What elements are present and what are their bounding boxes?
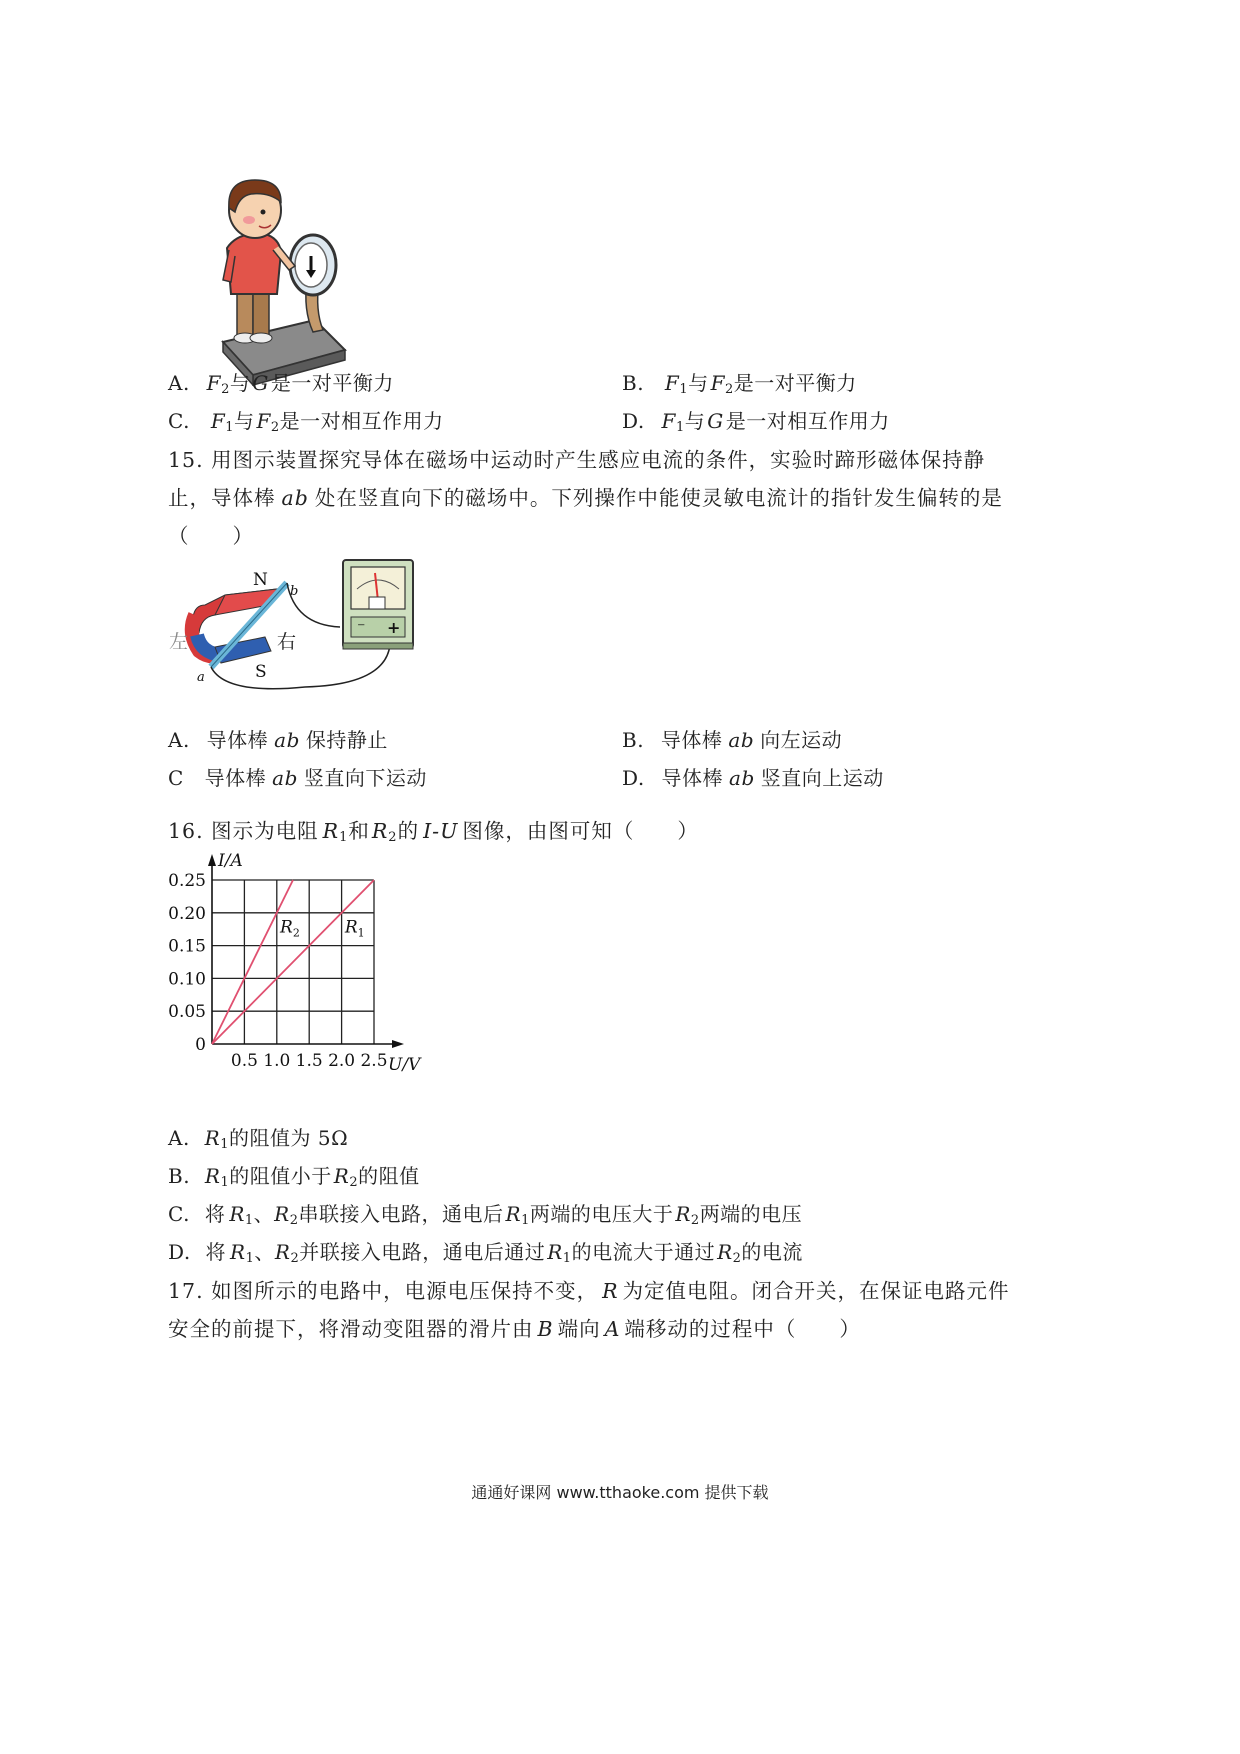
text: 并联接入电路，通电后通过 [299,1240,546,1264]
svg-text:+: + [387,618,401,637]
text: 将 [205,1240,227,1264]
origin-label: 0 [195,1035,206,1055]
page-footer: 通通好课网 www.tthaoke.com 提供下载 [471,1483,769,1502]
q17-stem-line1 [168,1274,1010,1304]
symbol: R [230,1240,246,1264]
boy-on-scale-illustration [215,170,355,390]
symbol: R [229,1202,245,1226]
symbol: I-U [423,819,459,843]
symbol: R [204,1164,221,1188]
symbol: F [661,409,676,433]
text: 与 [229,371,251,395]
subscript: 1 [220,1137,230,1152]
text: 导体棒 [204,766,267,790]
x-axis-label: U/V [388,1055,421,1075]
text: 处在竖直向下的磁场中。下列操作中能使灵敏电流计的指针发生偏转的是 [314,486,1003,510]
text: 安全的前提下，将滑动变阻器的滑片由 [168,1317,534,1341]
symbol: F [664,371,680,395]
subscript: 2 [690,1213,700,1228]
symbol: R [322,819,340,843]
subscript: 1 [220,1175,230,1190]
text: 两端的电压大于 [529,1202,674,1226]
text: 竖直向下运动 [303,766,427,790]
option-letter: C. [168,1202,190,1226]
q15-option-c[interactable] [168,762,427,791]
text: 、 [254,1240,275,1264]
symbol: F [256,409,271,433]
subscript: 2 [732,1251,742,1266]
y-axis-arrow [208,854,216,866]
q16-option-a[interactable] [168,1122,348,1152]
text: 止，导体棒 [168,486,276,510]
y-tick-label: 0.20 [168,903,206,924]
symbol: ab [729,766,755,790]
q15-option-d[interactable] [622,762,884,791]
iu-graph [160,848,440,1078]
text: 导体棒 [661,766,724,790]
q14-option-c[interactable] [168,405,444,435]
end-b-label: b [290,584,299,599]
chart-series [212,880,374,1044]
symbol: R [547,1240,563,1264]
subscript: 1 [339,830,349,845]
chart-labels [168,851,422,1075]
text: 端向 [557,1317,601,1341]
symbol: G [252,371,269,395]
symbol: R [505,1202,522,1226]
text: 图像，由图可知（ ） [462,819,699,843]
option-letter: D. [622,766,645,790]
text: 的电流 [741,1240,803,1264]
subscript: 2 [289,1213,299,1228]
svg-text:⁻: ⁻ [357,618,366,637]
text: 17. 如图所示的电路中，电源电压保持不变， [168,1279,599,1303]
text: 16. 图示为电阻 [168,819,319,843]
x-tick-label: 2.0 [328,1051,356,1071]
symbol: R [204,1126,221,1150]
text: 导体棒 [206,728,269,752]
q15-answer-brackets: （ ） [168,524,254,548]
subscript: 2 [270,420,280,435]
subscript: 2 [221,382,230,397]
text: 导体棒 [660,728,723,752]
subscript: 2 [724,382,734,397]
series-line-r1 [212,880,374,1044]
text: 为定值电阻。闭合开关，在保证电路元件 [622,1279,1010,1303]
subscript: 2 [290,1251,300,1266]
text: 向左运动 [760,728,843,752]
text: 与 [688,371,709,395]
option-letter: D. [168,1240,191,1264]
series-label-r1: $R_1$ [344,917,365,940]
option-letter: B. [622,728,645,752]
q16-option-b[interactable] [168,1160,420,1190]
text: 与 [233,409,255,433]
q17-stem-line2 [168,1312,861,1342]
q16-option-d[interactable] [168,1236,803,1266]
option-letter: A. [168,728,190,752]
x-tick-label: 2.5 [360,1051,388,1071]
option-letter: C. [168,409,190,433]
symbol: F [206,371,222,395]
q15-option-a[interactable] [168,724,388,753]
text: 保持静止 [305,728,388,752]
y-tick-label: 0.25 [168,871,206,891]
subscript: 1 [562,1251,572,1266]
text: 是一对平衡力 [733,371,857,395]
option-letter: A. [168,371,190,395]
symbol: ab [272,766,298,790]
symbol: B [537,1317,554,1341]
series-line-r2 [212,880,293,1044]
y-tick-label: 0.15 [168,936,206,957]
subscript: 1 [225,420,234,435]
symbol: R [274,1240,291,1264]
text: 是一对平衡力 [270,371,394,395]
q15-stem-line1: 15. 用图示装置探究导体在磁场中运动时产生感应电流的条件，实验时蹄形磁体保持静 [168,448,986,472]
text: 的阻值 [358,1164,420,1188]
text: 是一对相互作用力 [725,409,890,433]
subscript: 1 [679,382,689,397]
q14-option-d[interactable] [622,405,890,435]
y-axis-label: I/A [218,851,243,871]
subscript: 1 [675,420,685,435]
q16-option-c[interactable] [168,1198,802,1228]
subscript: 1 [521,1213,530,1228]
magnet-galvanometer-figure [165,555,425,690]
text: 是一对相互作用力 [279,409,444,433]
text: 的电流大于通过 [571,1240,716,1264]
text: 端移动的过程中（ ） [624,1317,861,1341]
option-letter: B. [622,371,645,395]
end-a-label: a [197,670,205,685]
y-tick-label: 0.05 [168,1002,206,1023]
text: 串联接入电路，通电后 [298,1202,504,1226]
option-letter: A. [168,1126,190,1150]
symbol: R [717,1240,733,1264]
option-letter: B. [168,1164,191,1188]
symbol: G [707,409,724,433]
q16-stem [168,814,699,845]
symbol: F [210,409,226,433]
q15-stem-line2 [168,481,1003,511]
q14-option-b[interactable] [622,367,857,397]
magnet-s-label: S [255,662,267,682]
symbol: R [602,1279,619,1303]
text: 的阻值小于 [229,1164,332,1188]
subscript: 2 [349,1175,359,1190]
text: 与 [684,409,706,433]
option-letter: D. [622,409,645,433]
subscript: 1 [244,1213,254,1228]
x-tick-label: 1.0 [263,1051,291,1071]
series-label-r2: $R_2$ [280,917,300,940]
text: 的 [397,819,420,843]
q14-option-a[interactable] [168,367,394,397]
text: 的阻值为 5Ω [229,1126,349,1150]
subscript: 2 [388,830,398,845]
symbol: F [710,371,725,395]
symbol: R [371,819,389,843]
x-tick-label: 0.5 [230,1051,258,1071]
subscript: 1 [245,1251,255,1266]
symbol: R [333,1164,350,1188]
symbol: R [675,1202,691,1226]
text: 、 [253,1202,275,1226]
option-letter: C [168,766,184,790]
right-label: 右 [277,631,297,653]
symbol: ab [728,728,755,752]
text: 竖直向上运动 [760,766,884,790]
x-tick-label: 1.5 [295,1051,323,1071]
text: 和 [348,819,370,843]
text: 两端的电压 [699,1202,803,1226]
q15-option-b[interactable] [622,724,842,753]
magnet-n-label: N [253,570,268,590]
x-axis-arrow [392,1040,404,1048]
left-label: 左 [169,631,189,653]
symbol: R [274,1202,290,1226]
symbol: A [604,1317,621,1341]
y-tick-label: 0.10 [168,969,206,990]
symbol: ab [281,486,309,510]
text: 将 [204,1202,226,1226]
symbol: ab [274,728,300,752]
